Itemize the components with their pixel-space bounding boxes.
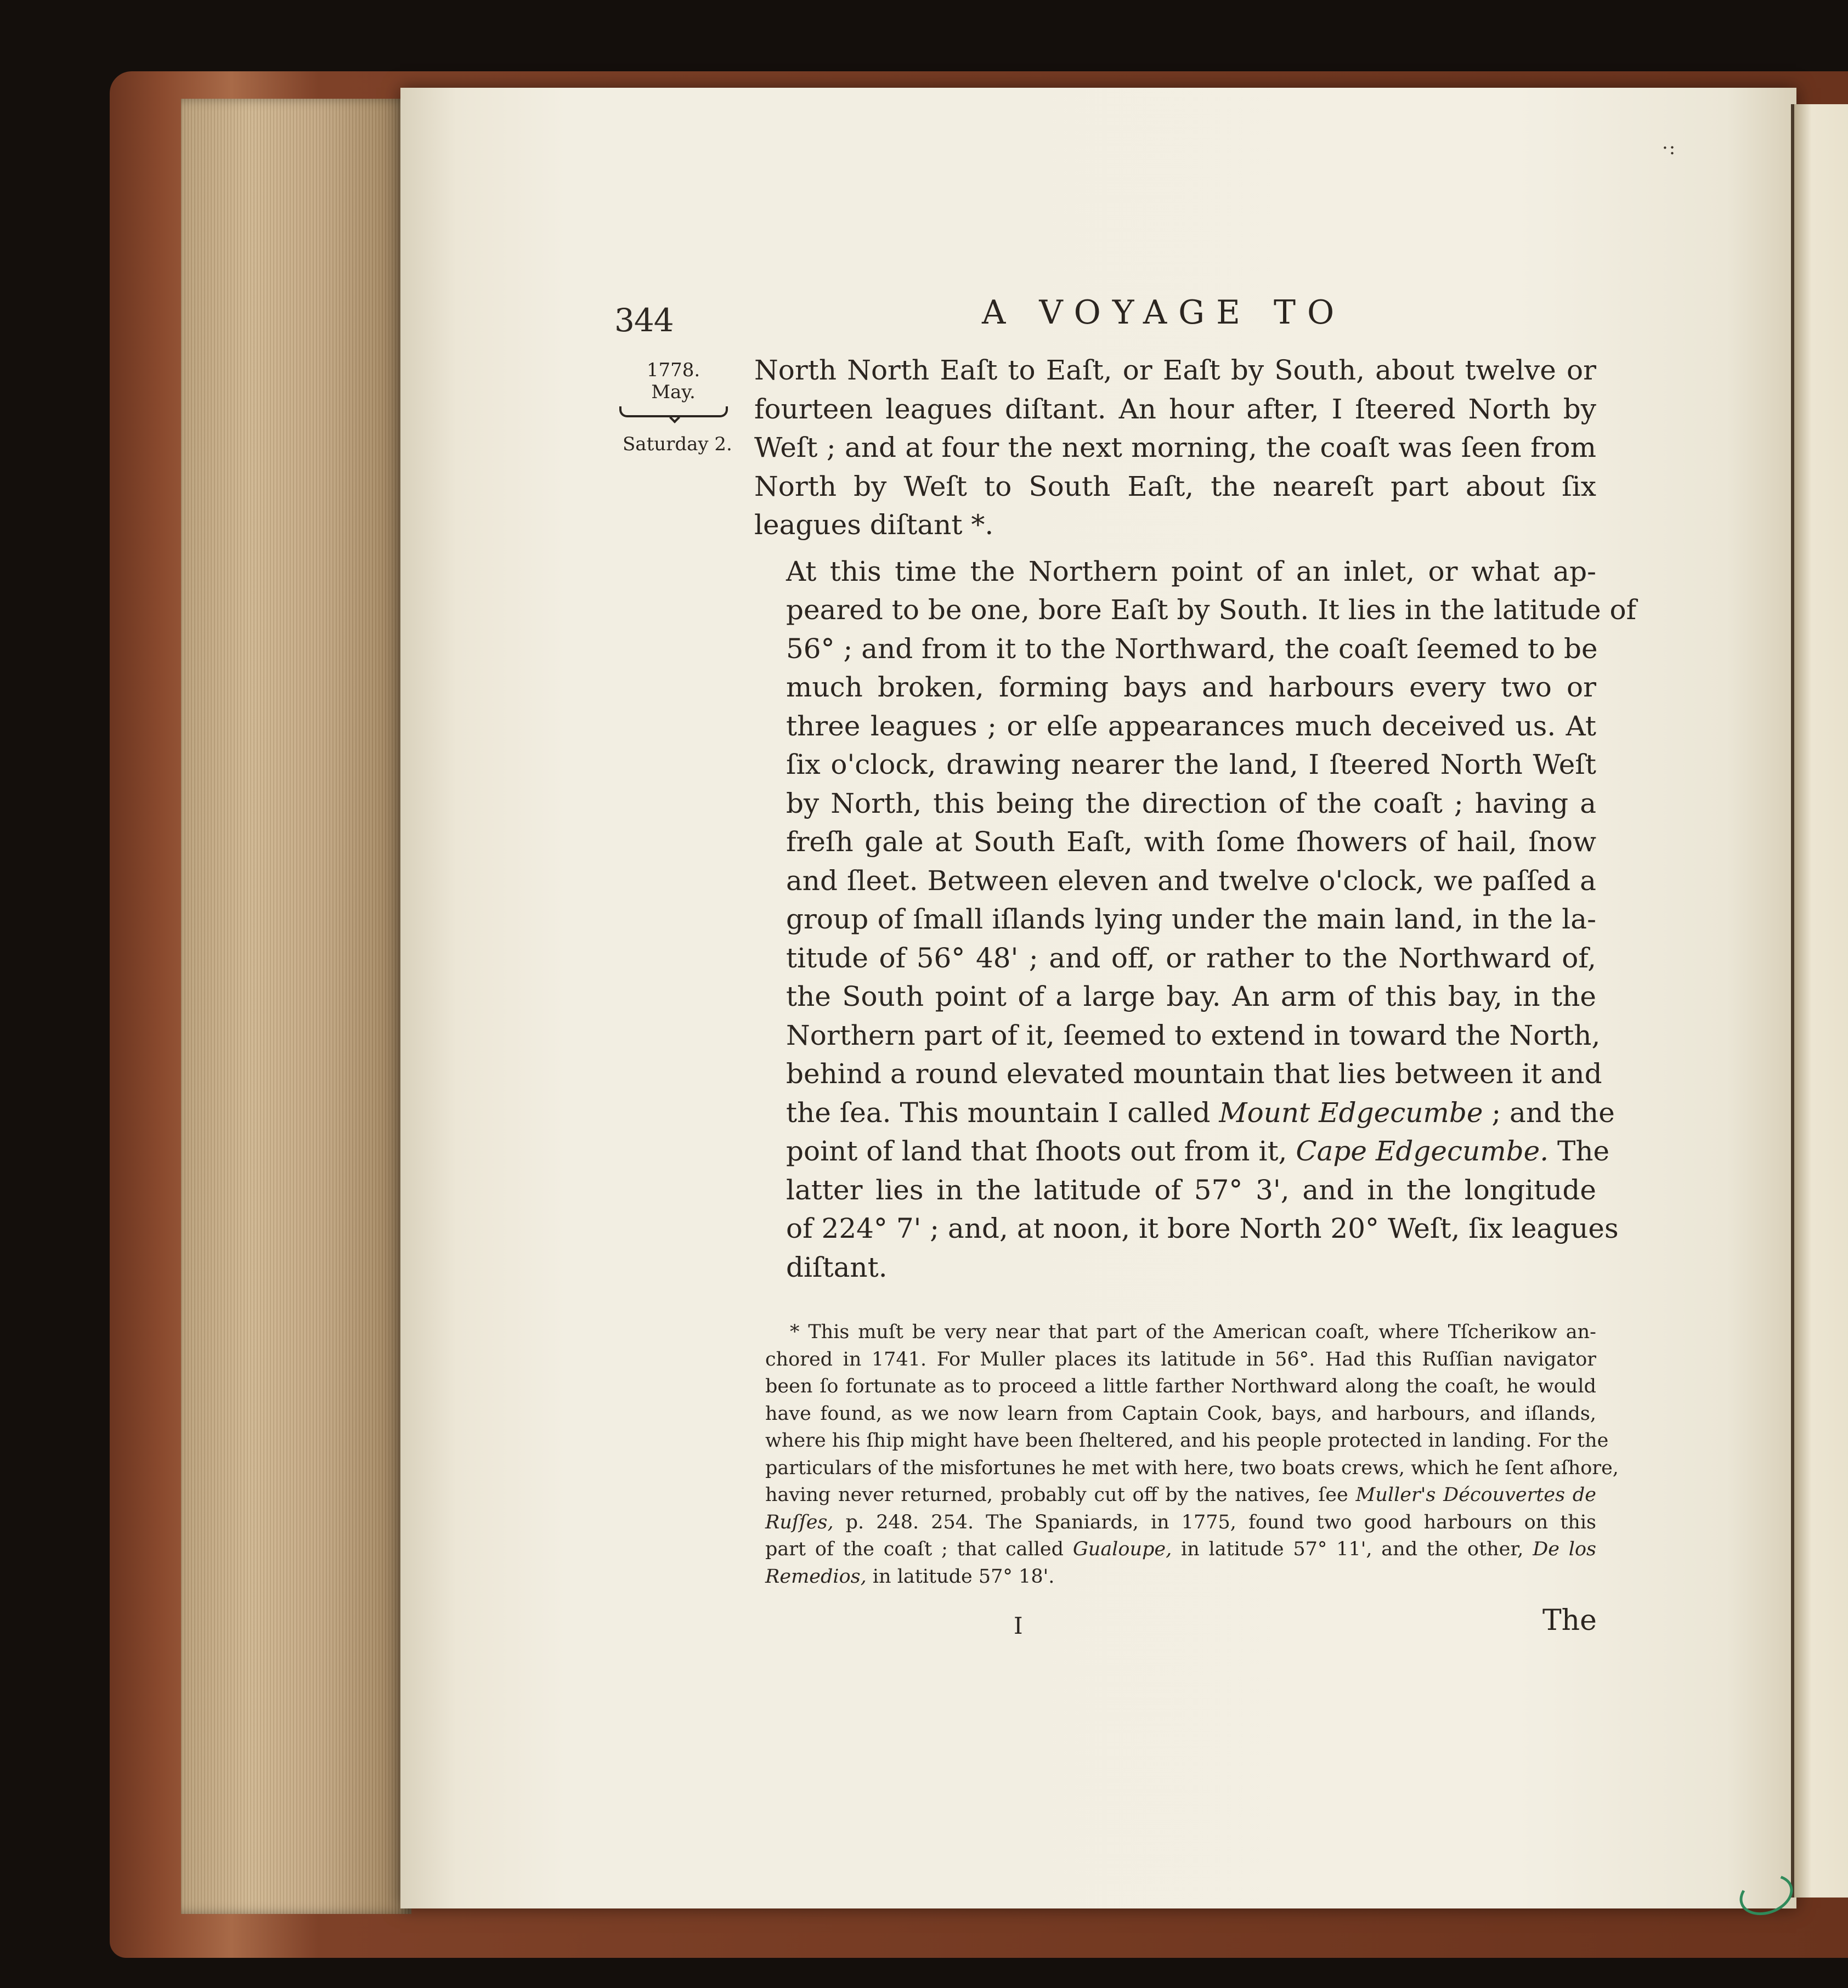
text-line: diſtant. — [786, 1251, 888, 1283]
margin-year: 1778. — [646, 359, 700, 381]
text-line: behind a round elevated mountain that lies between it and — [786, 1058, 1602, 1090]
margin-month: May. — [651, 381, 696, 403]
text-segment: The — [1549, 1135, 1610, 1167]
text-segment: ; and the — [1483, 1096, 1615, 1129]
facing-page — [1791, 104, 1848, 1898]
text-line: freſh gale at South Eaſt, with ſome ſhowers of hail, ſnow — [786, 826, 1596, 858]
text-line: fourteen leagues diſtant. An hour after, I ſteered North by — [754, 393, 1596, 425]
footnote-line — [765, 1536, 1596, 1564]
place-name-cape-edgecumbe: Cape Edgecumbe. — [1296, 1135, 1549, 1167]
text-line: by North, this being the direction of the coaſt ; having a — [786, 787, 1596, 819]
text-line: and ſleet. Between eleven and twelve o'clock, we paſſed a — [786, 864, 1596, 897]
footnote — [765, 1319, 1619, 1590]
citation-title-cont: Ruſſes, — [765, 1511, 834, 1533]
text-line: of 224° 7' ; and, at noon, it bore North 20° Weſt, ſix leagues — [786, 1213, 1619, 1244]
text-line: North by Weſt to South Eaſt, the neareſt part about ſix — [754, 470, 1596, 502]
place-name-de-los: De los — [1533, 1538, 1596, 1560]
footnote-line: particulars of the misfortunes he met with here, two boats crews, which he ſent aſhore, — [765, 1457, 1619, 1479]
text-segment: in latitude 57° 11', and the other, — [1172, 1538, 1533, 1560]
margin-note — [609, 359, 738, 417]
page-edges — [181, 99, 411, 1914]
footnote-line: where his ſhip might have been ſheltered, and his people protected in landing. For the — [765, 1430, 1609, 1452]
text-line: group of ſmall iſlands lying under the main land, in the la- — [786, 903, 1596, 935]
footnote-line — [765, 1564, 1596, 1591]
footnote-line: chored in 1741. For Muller places its latitude in 56°. Had this Ruſſian navigator — [765, 1348, 1596, 1370]
signature-mark: I — [1014, 1612, 1023, 1639]
text-segment: point of land that ſhoots out from it, — [786, 1135, 1296, 1167]
page-marks: ·: — [1662, 137, 1677, 159]
text-line: much broken, forming bays and harbours every two or — [786, 671, 1596, 703]
footnote-line: been ſo fortunate as to proceed a little farther Northward along the coaſt, he would — [765, 1375, 1596, 1397]
place-name-remedios: Remedios, — [765, 1565, 867, 1588]
text-line: three leagues ; or elſe appearances much deceived us. At — [786, 710, 1596, 742]
text-line: the South point of a large bay. An arm of this bay, in the — [786, 981, 1596, 1012]
catchword: The — [1542, 1604, 1597, 1637]
page-number: 344 — [614, 302, 674, 339]
text-line: latter lies in the latitude of 57° 3', and in the longitude — [786, 1174, 1596, 1206]
text-segment: in latitude 57° 18'. — [866, 1565, 1055, 1588]
footnote-line — [765, 1482, 1596, 1509]
text-line: At this time the Northern point of an inlet, or what ap- — [786, 555, 1596, 587]
margin-day: Saturday 2. — [623, 433, 732, 455]
text-line: North North Eaſt to Eaſt, or Eaſt by South, about twelve or — [754, 354, 1596, 386]
footnote-line — [765, 1509, 1596, 1537]
running-head: A VOYAGE TO — [982, 293, 1346, 332]
text-line: 56° ; and from it to the Northward, the coaſt ſeemed to be — [786, 632, 1598, 665]
text-line: peared to be one, bore Eaſt by South. It lies in the latitude of — [786, 594, 1637, 626]
text-segment: p. 248. 254. The Spaniards, in 1775, found two good harbours on this — [833, 1511, 1596, 1533]
text-line: Weſt ; and at four the next morning, the coaſt was ſeen from — [754, 432, 1596, 463]
citation-title: Muller's Découvertes de — [1355, 1484, 1596, 1506]
paragraph-2 — [754, 552, 1637, 1287]
text-line — [754, 1132, 1610, 1171]
margin-brace — [619, 406, 728, 417]
text-segment: the ſea. This mountain I called — [786, 1096, 1219, 1129]
footnote-line: * This muſt be very near that part of the American coaſt, where Tſcherikow an- — [790, 1321, 1596, 1343]
text-line: leagues diſtant *. — [754, 509, 994, 541]
paragraph-1 — [754, 351, 1596, 545]
text-line: Northern part of it, ſeemed to extend in toward the North, — [786, 1019, 1601, 1051]
text-line: ſix o'clock, drawing nearer the land, I ſteered North Weſt — [786, 749, 1596, 780]
text-line: titude of 56° 48' ; and off, or rather to the Northward of, — [786, 942, 1596, 974]
body-text — [754, 351, 1637, 1287]
text-line — [754, 1094, 1615, 1132]
place-name-gualoupe: Gualoupe, — [1072, 1538, 1172, 1560]
text-segment: having never returned, probably cut off by the natives, ſee — [765, 1484, 1356, 1506]
footnote-line: have found, as we now learn from Captain Cook, bays, and harbours, and iſlands, — [765, 1402, 1596, 1425]
place-name-mount-edgecumbe: Mount Edgecumbe — [1219, 1096, 1483, 1129]
text-segment: part of the coaſt ; that called — [765, 1538, 1073, 1560]
